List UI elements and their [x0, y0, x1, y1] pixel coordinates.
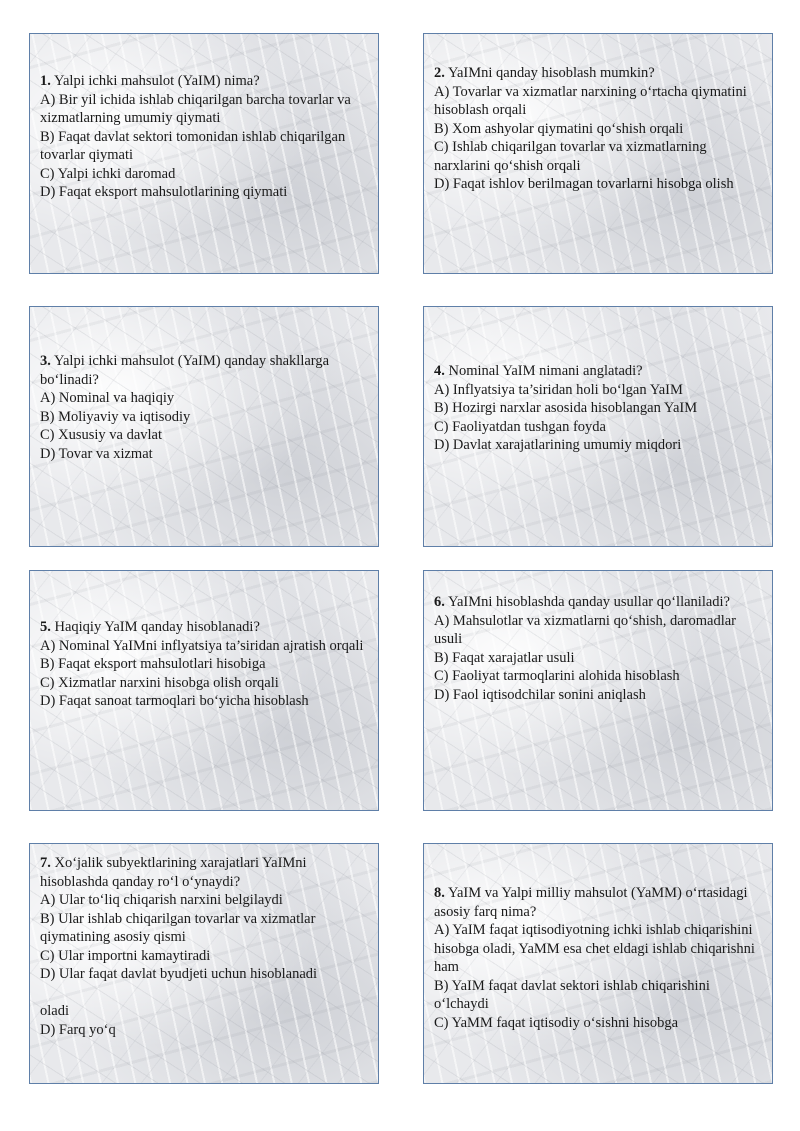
option-c: C) Yalpi ichki daromad	[40, 165, 176, 182]
question-card-5	[29, 570, 379, 811]
question-card-4	[423, 306, 773, 547]
question-text: 5. Haqiqiy YaIM qanday hisoblanadi?	[40, 619, 260, 635]
question-number: 5.	[40, 619, 51, 635]
question-text: 2. YaIMni qanday hisoblash mumkin?	[434, 65, 655, 81]
option-c: C) Faoliyatdan tushgan foyda	[434, 418, 606, 435]
option-a: A) Bir yil ichida ishlab chiqarilgan barcha tovarlar va xizmatlarning umumiy qiymati	[40, 91, 351, 126]
question-number: 4.	[434, 363, 445, 379]
trailing-option-d: D) Farq yo‘q	[40, 1021, 116, 1038]
question-text: 8. YaIM va Yalpi milliy mahsulot (YaMM) o‘rtasidagi asosiy farq nima?	[434, 885, 748, 920]
option-d: D) Faol iqtisodchilar sonini aniqlash	[434, 686, 646, 703]
question-card-3	[29, 306, 379, 547]
option-b: B) Hozirgi narxlar asosida hisoblangan YaIM	[434, 400, 698, 416]
option-b: B) YaIM faqat davlat sektori ishlab chiqarishini o‘lchaydi	[434, 977, 710, 1012]
option-b: B) Faqat davlat sektori tomonidan ishlab chiqarilgan tovarlar qiymati	[40, 128, 346, 163]
question-card-7	[29, 843, 379, 1084]
question-card-2	[423, 33, 773, 274]
question-number: 7.	[40, 855, 51, 871]
question-text: 3. Yalpi ichki mahsulot (YaIM) qanday shakllarga bo‘linadi?	[40, 353, 330, 388]
option-b: B) Faqat xarajatlar usuli	[434, 649, 575, 666]
trailing-text: oladi	[40, 1003, 69, 1019]
question-number: 6.	[434, 594, 445, 610]
option-a: A) Nominal YaIMni inflyatsiya ta’siridan ajratish orqali	[40, 637, 364, 654]
option-c: C) YaMM faqat iqtisodiy o‘sishni hisobga	[434, 1014, 679, 1031]
option-c: C) Xususiy va davlat	[40, 427, 163, 443]
option-a: A) Inflyatsiya ta’siridan holi bo‘lgan YaIM	[434, 381, 683, 398]
option-a: A) Tovarlar va xizmatlar narxining o‘rtacha qiymatini hisoblash orqali	[434, 83, 747, 118]
question-number: 8.	[434, 885, 445, 901]
option-c: C) Ishlab chiqarilgan tovarlar va xizmatlarning narxlarini qo‘shish orqali	[434, 139, 707, 174]
option-d: D) Ular faqat davlat byudjeti uchun hisoblanadi	[40, 966, 318, 982]
question-text: 1. Yalpi ichki mahsulot (YaIM) nima?	[40, 73, 260, 89]
option-d: D) Davlat xarajatlarining umumiy miqdori	[434, 437, 682, 453]
option-d: D) Tovar va xizmat	[40, 445, 153, 462]
option-b: B) Faqat eksport mahsulotlari hisobiga	[40, 656, 266, 672]
question-number: 2.	[434, 65, 445, 81]
option-d: D) Faqat eksport mahsulotlarining qiymati	[40, 184, 288, 200]
question-text: 6. YaIMni hisoblashda qanday usullar qo‘llaniladi?	[434, 594, 730, 610]
question-text: 7. Xo‘jalik subyektlarining xarajatlari YaIMni hisoblashda qanday ro‘l o‘ynaydi?	[40, 855, 307, 890]
option-c: C) Faoliyat tarmoqlarini alohida hisoblash	[434, 668, 680, 684]
option-a: A) Nominal va haqiqiy	[40, 390, 175, 406]
option-c: C) Xizmatlar narxini hisobga olish orqali	[40, 674, 279, 691]
question-number: 3.	[40, 353, 51, 369]
option-d: D) Faqat ishlov berilmagan tovarlarni hisobga olish	[434, 176, 734, 192]
option-b: B) Xom ashyolar qiymatini qo‘shish orqali	[434, 120, 684, 137]
spacer	[40, 984, 368, 1003]
option-a: A) Ular to‘liq chiqarish narxini belgilaydi	[40, 892, 283, 908]
question-text: 4. Nominal YaIM nimani anglatadi?	[434, 363, 643, 379]
option-a: A) Mahsulotlar va xizmatlarni qo‘shish, daromadlar usuli	[434, 612, 737, 647]
option-d: D) Faqat sanoat tarmoqlari bo‘yicha hisoblash	[40, 693, 309, 709]
option-a: A) YaIM faqat iqtisodiyotning ichki ishlab chiqarishini hisobga oladi, YaMM esa chet eldagi ishlab chiqarishni ham	[434, 922, 755, 975]
question-number: 1.	[40, 73, 51, 89]
option-b: B) Moliyaviy va iqtisodiy	[40, 408, 191, 425]
option-c: C) Ular importni kamaytiradi	[40, 947, 211, 964]
question-card-1	[29, 33, 379, 274]
option-b: B) Ular ishlab chiqarilgan tovarlar va xizmatlar qiymatining asosiy qismi	[40, 910, 316, 945]
question-card-6	[423, 570, 773, 811]
question-card-8	[423, 843, 773, 1084]
